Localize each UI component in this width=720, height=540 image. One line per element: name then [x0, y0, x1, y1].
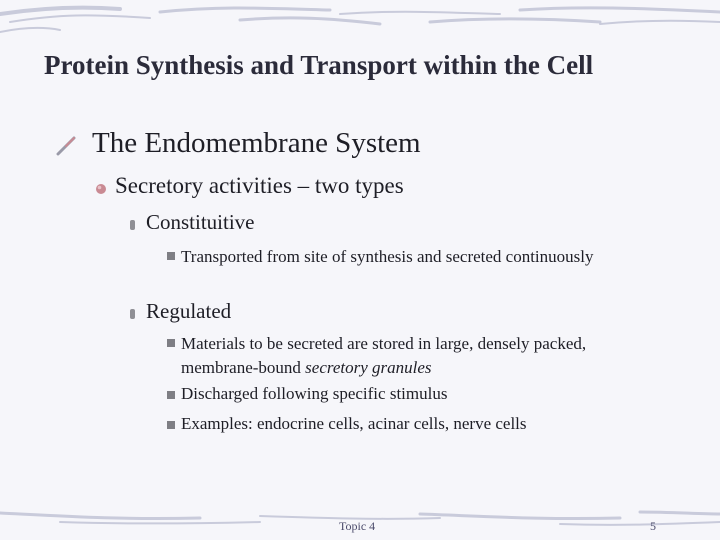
bullet-regulated: Regulated — [146, 299, 232, 323]
footer-page-number: 5 — [650, 519, 656, 533]
regulated-storage-text: Materials to be secreted are stored in large, densely packed, membrane-bound — [181, 334, 587, 377]
footer-topic: Topic 4 — [339, 519, 376, 533]
constituitive-detail: Transported from site of synthesis and secreted continuously — [181, 247, 594, 266]
bullet-secretory-activities: Secretory activities – two types — [115, 173, 404, 198]
bullet-endomembrane-system: The Endomembrane System — [92, 127, 421, 159]
bullet-constituitive: Constituitive — [146, 210, 255, 234]
small-square-bullet-icon — [166, 420, 176, 430]
slide-title: Protein Synthesis and Transport within the Cell — [44, 50, 594, 80]
secretory-granules-emphasis: secretory granules — [305, 358, 432, 377]
quill-bullet-icon — [56, 134, 78, 156]
grey-bar-bullet-icon — [129, 219, 137, 231]
regulated-examples-detail: Examples: endocrine cells, acinar cells, nerve cells — [181, 414, 527, 433]
small-square-bullet-icon — [166, 338, 176, 348]
regulated-storage-detail — [181, 332, 611, 380]
small-square-bullet-icon — [166, 390, 176, 400]
grey-bar-bullet-icon — [129, 308, 137, 320]
regulated-stimulus-detail: Discharged following specific stimulus — [181, 384, 448, 403]
pink-dot-bullet-icon — [95, 183, 107, 195]
small-square-bullet-icon — [166, 251, 176, 261]
